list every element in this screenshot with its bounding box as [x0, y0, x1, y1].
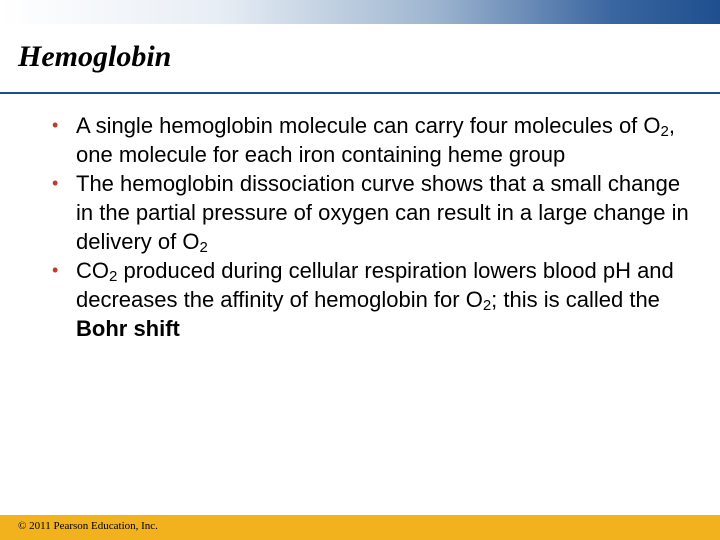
slide-title: Hemoglobin: [18, 40, 172, 73]
bullet-text: The hemoglobin dissociation curve shows that a small change in the partial pressure of oxygen can result in a large change in delivery of O: [76, 171, 689, 254]
bullet-item-3: [52, 256, 692, 343]
bohr-shift-term: Bohr shift: [76, 316, 180, 341]
bullet-text: produced during cellular respiration lowers blood pH and decreases the affinity of hemoglobin for O: [76, 258, 674, 312]
subscript: 2: [660, 123, 669, 140]
bullet-text: , one molecule for each iron containing heme group: [76, 113, 675, 167]
bullet-marker: •: [52, 173, 59, 193]
bullet-item-2: [52, 169, 692, 256]
bullet-marker: •: [52, 260, 59, 280]
bullet-text: ; this is called the: [491, 287, 660, 312]
title-divider: [0, 92, 720, 94]
subscript: 2: [109, 268, 118, 285]
bullet-text: CO: [76, 258, 109, 283]
subscript: 2: [199, 239, 208, 256]
bullet-item-1: [52, 111, 692, 169]
bullet-marker: •: [52, 115, 59, 135]
bullet-text: A single hemoglobin molecule can carry four molecules of O: [76, 113, 661, 138]
subscript: 2: [482, 297, 492, 314]
header-gradient-bar: [0, 0, 720, 24]
copyright-notice: © 2011 Pearson Education, Inc.: [18, 520, 158, 532]
bullet-list: [52, 111, 692, 343]
